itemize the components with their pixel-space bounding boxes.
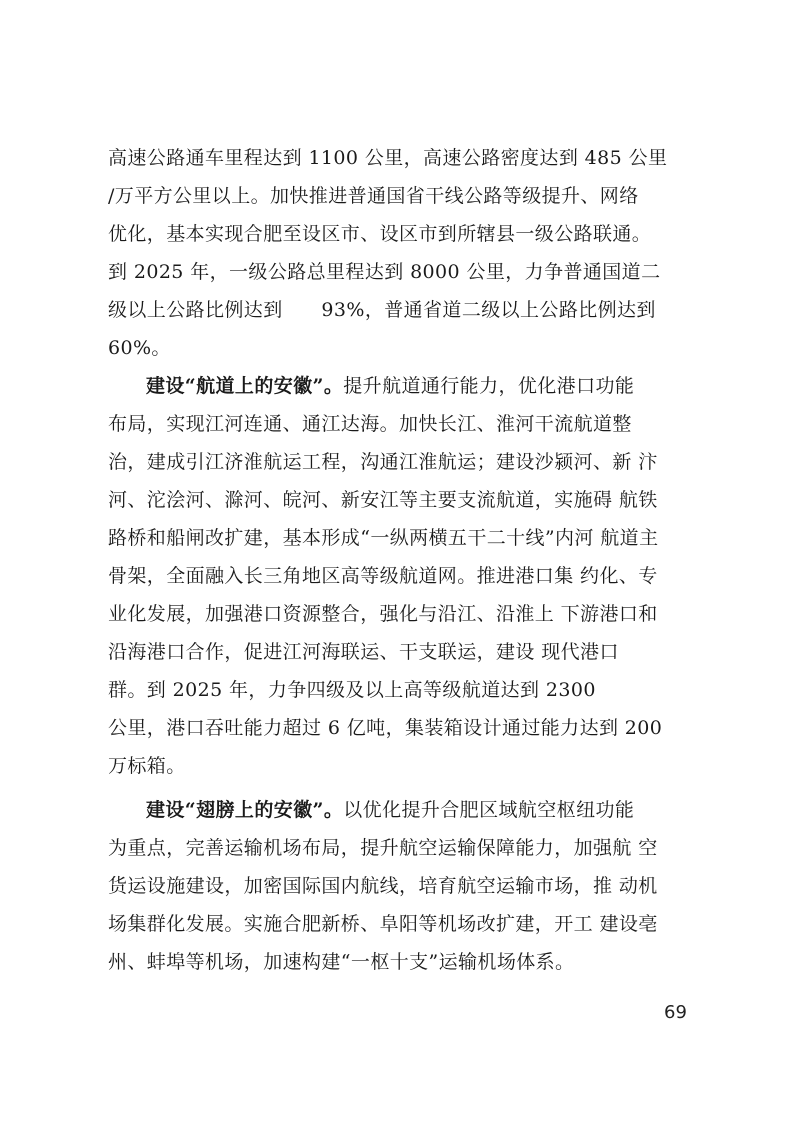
text-line: 货运设施建设，加密国际国内航线，培育航空运输市场，推 动机 (108, 875, 658, 897)
text-span: 以优化提升合肥区域航空枢纽功能 (343, 799, 635, 821)
text-line: 路桥和船闸改扩建，基本形成“一纵两横五干二十线”内河 航道主 (108, 527, 659, 549)
text-span: 提升航道通行能力，优化港口功能 (343, 375, 635, 397)
text-line: 为重点，完善运输机场布局，提升航空运输保障能力，加强航 空 (108, 837, 658, 859)
text-line: 优化，基本实现合肥至设区市、设区市到所辖县一级公路联通。 (108, 223, 652, 245)
text-line: 河、沱浍河、滁河、皖河、新安江等主要支流航道，实施碍 航铁 (108, 489, 658, 511)
text-line: 州、蚌埠等机场，加速构建“一枢十支”运输机场体系。 (108, 951, 575, 973)
text-line: 60%。 (108, 337, 171, 359)
text-line: 骨架，全面融入长三角地区高等级航道网。推进港口集 约化、专 (108, 565, 658, 587)
section-heading-waterway: 建设“航道上的安徽”。 (146, 375, 344, 397)
text-line: 级以上公路比例达到 93%，普通省道二级以上公路比例达到 (108, 299, 656, 321)
page-number: 69 (664, 1002, 687, 1023)
section-heading-aviation: 建设“翅膀上的安徽”。 (146, 799, 344, 821)
text-line: 治，建成引江济淮航运工程，沟通江淮航运；建设沙颍河、新 汴 (108, 451, 658, 473)
paragraph-first-line (146, 370, 688, 402)
text-line: /万平方公里以上。加快推进普通国省干线公路等级提升、网络 (108, 185, 639, 207)
text-line: 沿海港口合作，促进江河海联运、干支联运，建设 现代港口 (108, 641, 619, 663)
paragraph-first-line (146, 794, 688, 826)
text-line: 高速公路通车里程达到 1100 公里，高速公路密度达到 485 公里 (108, 147, 668, 169)
text-line: 公里，港口吞吐能力超过 6 亿吨，集装箱设计通过能力达到 200 (108, 717, 663, 739)
text-line: 到 2025 年，一级公路总里程达到 8000 公里，力争普通国道二 (108, 261, 661, 283)
text-line: 群。到 2025 年，力争四级及以上高等级航道达到 2300 (108, 679, 596, 701)
text-line: 场集群化发展。实施合肥新桥、阜阳等机场改扩建，开工 建设亳 (108, 913, 658, 935)
text-line: 万标箱。 (108, 755, 186, 777)
text-line: 布局，实现江河连通、通江达海。加快长江、淮河干流航道整 (108, 413, 632, 435)
text-line: 业化发展，加强港口资源整合，强化与沿江、沿淮上 下游港口和 (108, 603, 658, 625)
